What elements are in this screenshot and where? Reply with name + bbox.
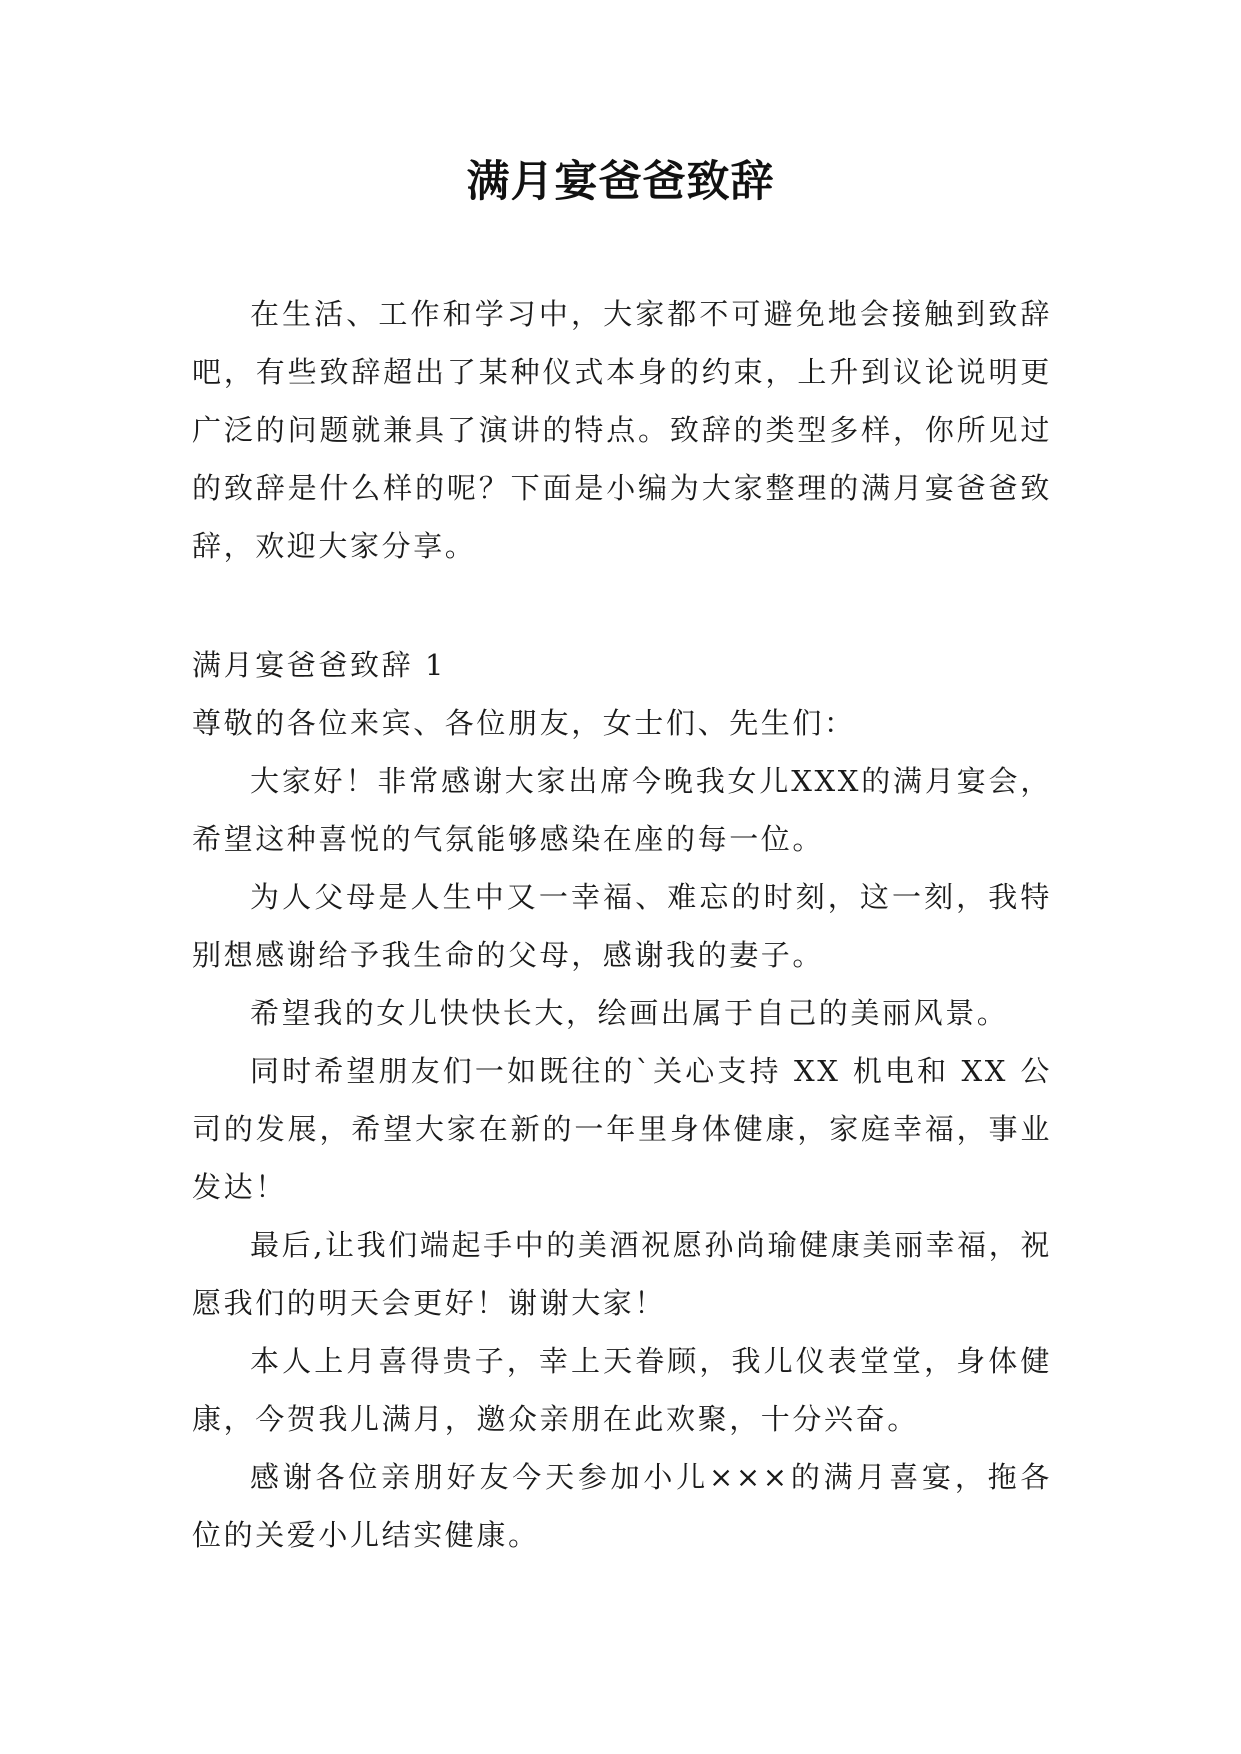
section-heading: 满月宴爸爸致辞 1 bbox=[192, 648, 447, 682]
speech-paragraph: 同时希望朋友们一如既往的`关心支持 XX 机电和 XX 公司的发展，希望大家在新的一年里身体健康，家庭幸福，事业发达！ bbox=[192, 1054, 1052, 1204]
document-title: 满月宴爸爸致辞 bbox=[466, 157, 775, 207]
speech-paragraph: 大家好！非常感谢大家出席今晚我女儿XXX的满月宴会，希望这种喜悦的气氛能够感染在座的每一位。 bbox=[192, 764, 1052, 856]
speech-paragraph: 为人父母是人生中又一幸福、难忘的时刻，这一刻，我特别想感谢给予我生命的父母，感谢我的妻子。 bbox=[192, 880, 1052, 972]
speech-paragraph: 本人上月喜得贵子，幸上天眷顾，我儿仪表堂堂，身体健康，今贺我儿满月，邀众亲朋在此欢聚，十分兴奋。 bbox=[192, 1344, 1052, 1436]
speech-block bbox=[192, 636, 1052, 1564]
speech-paragraph: 感谢各位亲朋好友今天参加小儿×××的满月喜宴，拖各位的关爱小儿结实健康。 bbox=[192, 1460, 1052, 1552]
salutation: 尊敬的各位来宾、各位朋友，女士们、先生们： bbox=[192, 706, 856, 740]
speech-paragraph: 最后,让我们端起手中的美酒祝愿孙尚瑜健康美丽幸福，祝愿我们的明天会更好！谢谢大家！ bbox=[192, 1228, 1052, 1320]
intro-paragraph: 在生活、工作和学习中，大家都不可避免地会接触到致辞吧，有些致辞超出了某种仪式本身的约束，上升到议论说明更广泛的问题就兼具了演讲的特点。致辞的类型多样，你所见过的致辞是什么样的呢？下面是小编为大家整理的满月宴爸爸致辞，欢迎大家分享。 bbox=[192, 297, 1052, 563]
speech-paragraph: 希望我的女儿快快长大，绘画出属于自己的美丽风景。 bbox=[250, 996, 1009, 1030]
intro-block bbox=[192, 285, 1052, 575]
